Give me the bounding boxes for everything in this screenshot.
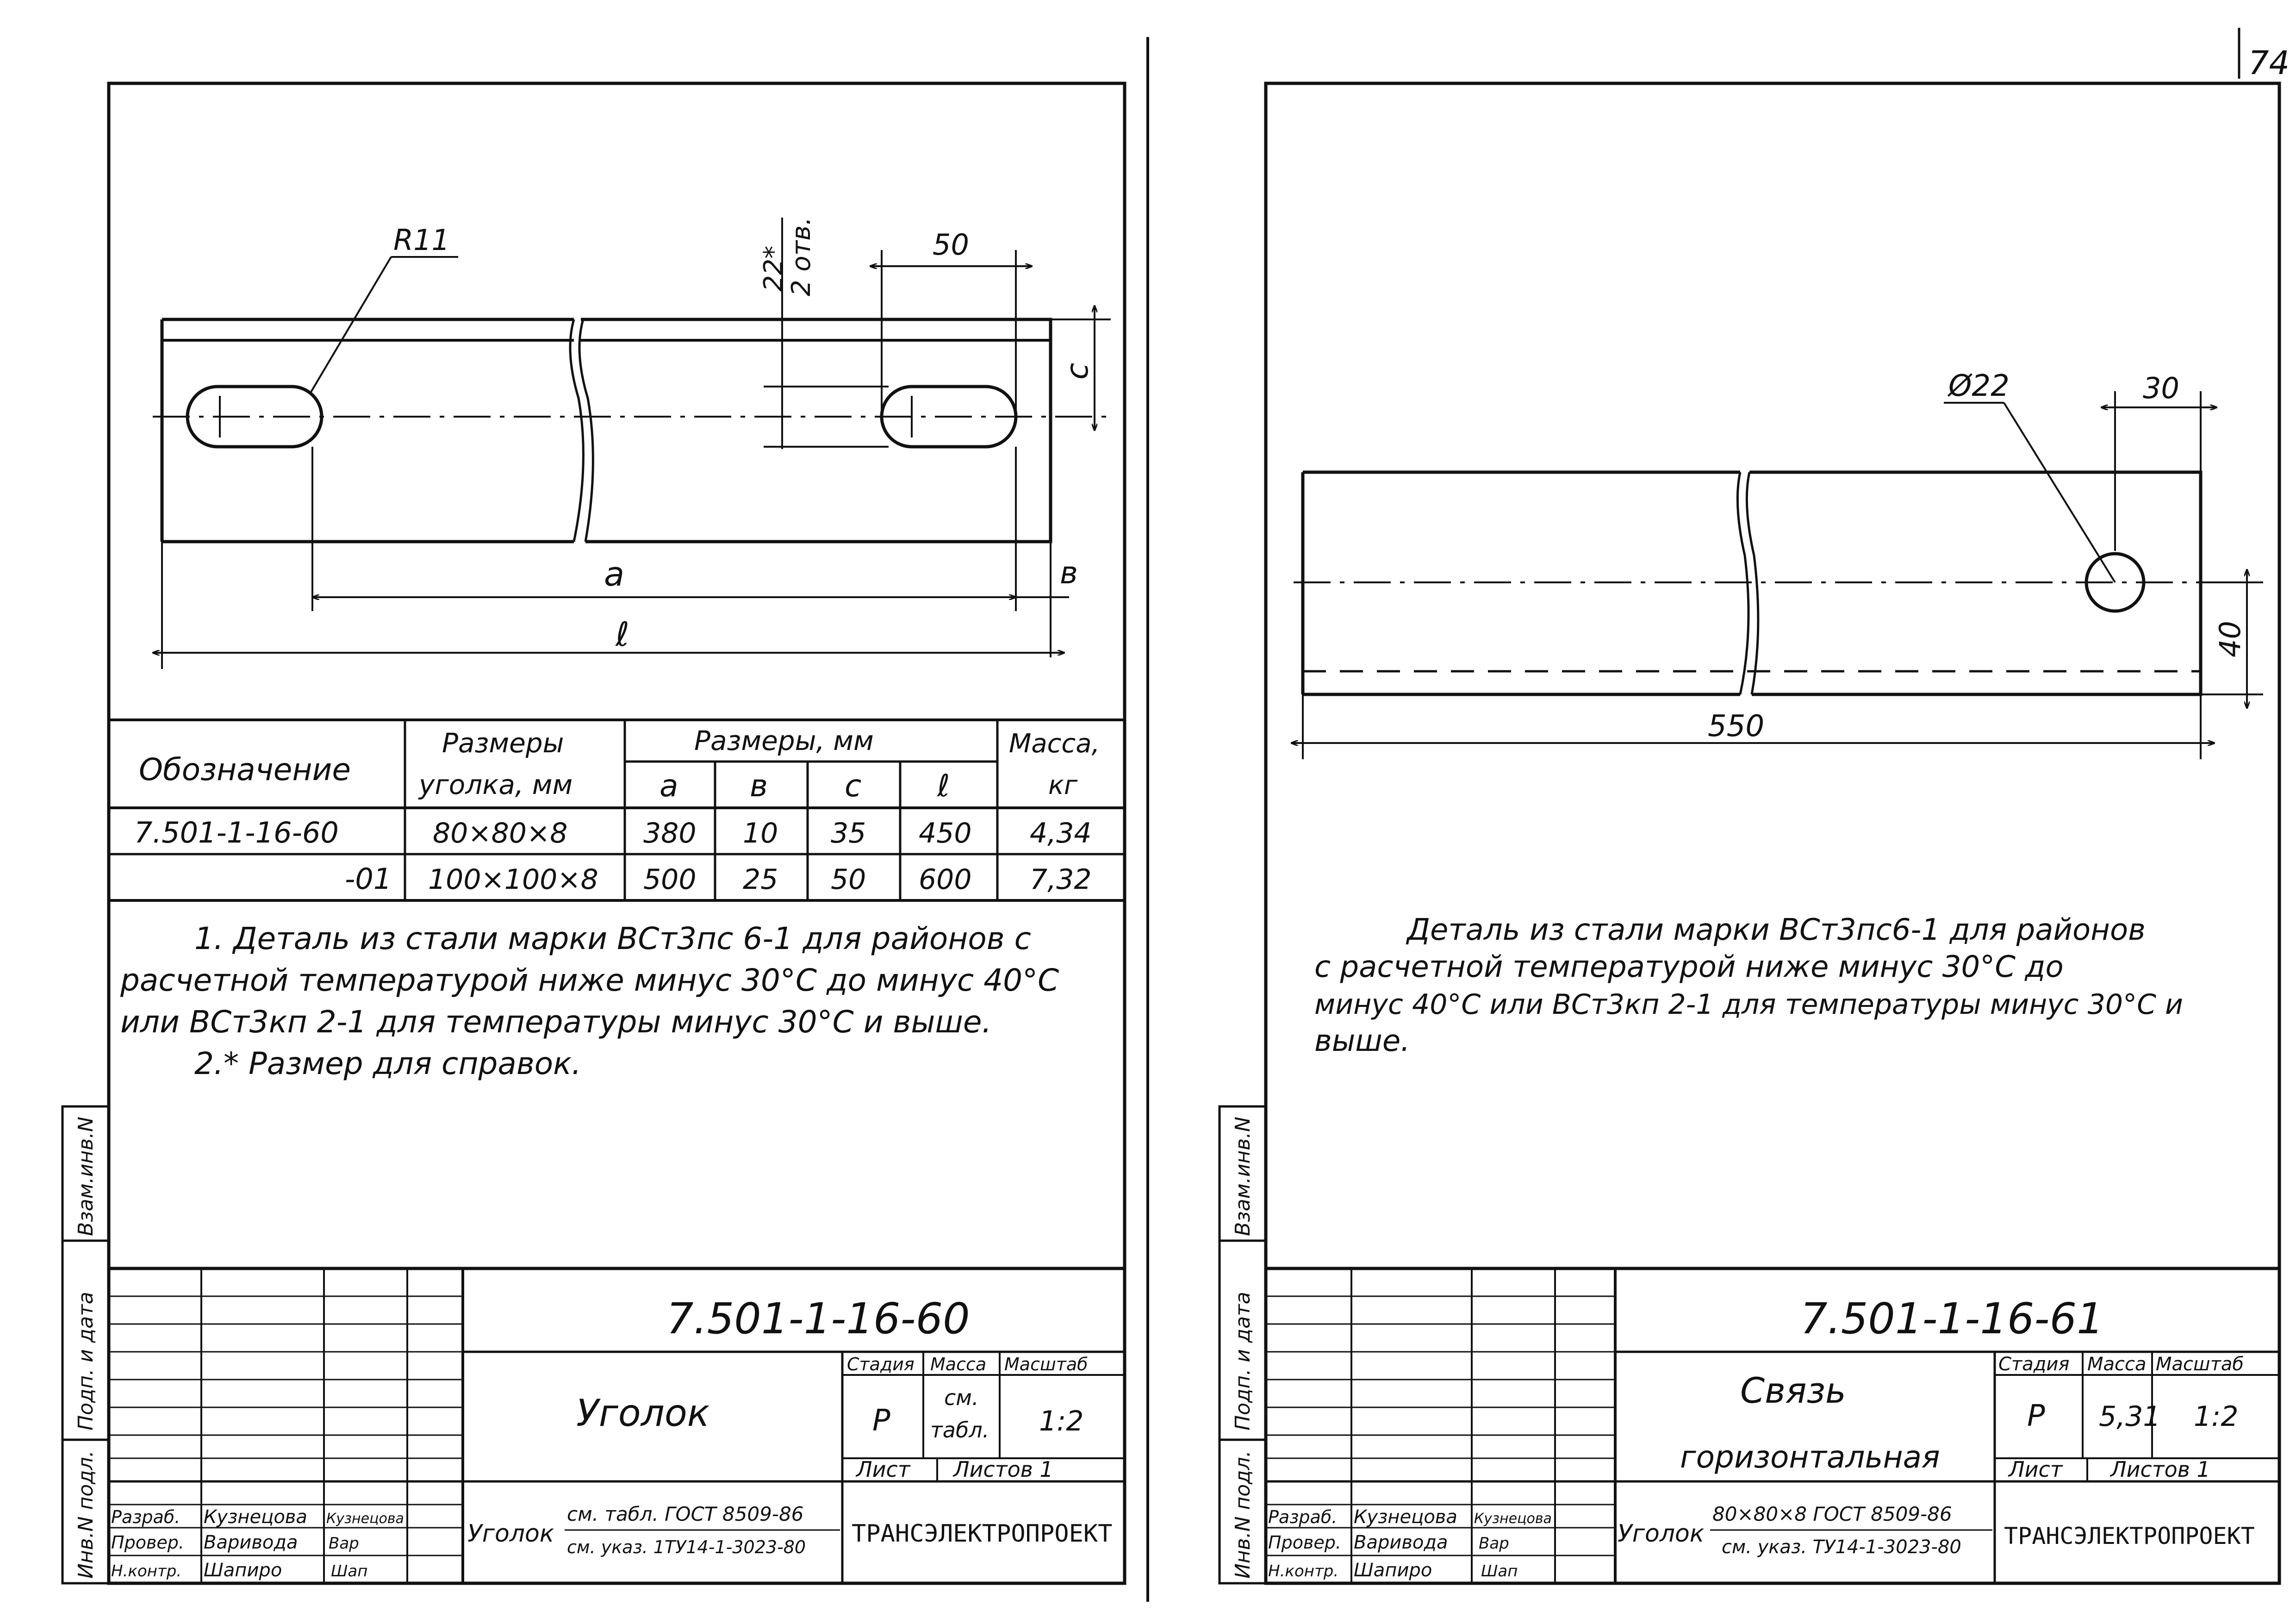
side-label-inv: Инв.N подл. <box>1231 1450 1255 1579</box>
col-b-header: в <box>750 768 768 804</box>
row-a: 500 <box>643 863 697 896</box>
note-line-1: Деталь из стали марки ВСт3пс6-1 для районов <box>1407 913 2146 947</box>
stage-value: Р <box>872 1404 890 1438</box>
role-developer: Разраб. <box>111 1507 180 1527</box>
dim-40: 40 <box>2213 621 2247 657</box>
row-c: 50 <box>831 863 866 896</box>
signature-developer: Кузнецова <box>1474 1511 1552 1527</box>
dim-c: c <box>1059 362 1095 380</box>
role-norm-control: Н.контр. <box>1268 1562 1339 1580</box>
col-size-header-2: уголка, мм <box>419 769 573 800</box>
mass-label: Масса <box>930 1354 987 1374</box>
doc-code: 7.501-1-16-61 <box>1800 1294 2104 1343</box>
signature-norm-control: Шап <box>331 1562 368 1580</box>
col-designation-header: Обозначение <box>139 752 351 787</box>
side-label-sign: Подп. и дата <box>74 1292 98 1430</box>
slot-note-size: 22* <box>759 245 789 292</box>
role-norm-control: Н.контр. <box>111 1562 182 1580</box>
side-label-inv: Инв.N подл. <box>74 1450 98 1579</box>
row-l: 600 <box>919 863 972 896</box>
scale-label: Масштаб <box>1004 1354 1088 1374</box>
dim-50: 50 <box>933 228 969 262</box>
table-row <box>134 816 1092 849</box>
name-checker: Варивода <box>1354 1532 1448 1553</box>
mass-value-2: табл. <box>930 1418 989 1443</box>
note-line-2: расчетной температурой ниже минус 30°С до минус 40°С <box>120 962 1059 998</box>
scale-value: 1:2 <box>2194 1400 2239 1433</box>
angle-detail-drawing <box>153 217 1111 669</box>
material-prefix: Уголок <box>467 1520 554 1548</box>
sheets-label: Листов 1 <box>953 1457 1053 1482</box>
row-size: 100×100×8 <box>428 863 598 896</box>
side-label-replace: Взам.инв.N <box>74 1117 98 1236</box>
material-line-2: см. указ. ТУ14-1-3023-80 <box>1722 1537 1961 1558</box>
dimensions-table <box>109 720 1125 900</box>
row-c: 35 <box>831 817 866 849</box>
note-line-2: с расчетной температурой ниже минус 30°С до <box>1314 950 2064 984</box>
col-mass-header-1: Масса, <box>1009 729 1100 759</box>
scale-value: 1:2 <box>1039 1405 1084 1437</box>
note-line-4: выше. <box>1314 1024 1410 1058</box>
signature-norm-control: Шап <box>1481 1562 1518 1580</box>
side-label-sign: Подп. и дата <box>1231 1292 1255 1430</box>
dim-a: a <box>604 555 625 593</box>
part-name-1: Связь <box>1740 1370 1846 1411</box>
row-designation: 7.501-1-16-60 <box>134 816 339 849</box>
name-developer: Кузнецова <box>1354 1506 1457 1528</box>
right-sheet <box>1220 83 2279 1583</box>
hole-diameter-label: Ø22 <box>1948 369 2010 403</box>
col-a-header: a <box>660 768 678 804</box>
bracing-detail-drawing <box>1291 369 2263 759</box>
left-sheet <box>62 83 1125 1583</box>
signature-developer: Кузнецова <box>326 1511 404 1527</box>
side-stamp <box>1220 1106 1266 1583</box>
notes <box>120 921 1059 1081</box>
slot-note-count: 2 отв. <box>786 217 816 296</box>
role-checker: Провер. <box>1268 1532 1341 1553</box>
page-number: 74 <box>2248 44 2290 82</box>
title-block <box>109 1268 1125 1583</box>
sheet-label: Лист <box>856 1457 910 1482</box>
material-prefix: Уголок <box>1618 1520 1705 1548</box>
row-b: 25 <box>743 863 778 896</box>
title-block <box>1266 1268 2279 1583</box>
sheet-label: Лист <box>2009 1457 2063 1482</box>
material-line-1: см. табл. ГОСТ 8509-86 <box>567 1503 804 1525</box>
name-norm-control: Шапиро <box>1354 1560 1432 1581</box>
row-mass: 7,32 <box>1030 863 1092 896</box>
row-designation: -01 <box>345 862 392 896</box>
stage-label: Стадия <box>847 1354 915 1374</box>
stage-value: Р <box>2027 1399 2045 1433</box>
row-mass: 4,34 <box>1030 817 1092 849</box>
dim-550: 550 <box>1708 709 1765 743</box>
dim-30: 30 <box>2143 371 2179 405</box>
name-checker: Варивода <box>204 1532 298 1553</box>
mass-value: 5,31 <box>2099 1400 2161 1433</box>
side-label-replace: Взам.инв.N <box>1231 1117 1255 1236</box>
col-c-header: c <box>845 768 862 804</box>
row-size: 80×80×8 <box>433 817 568 849</box>
mass-value-1: см. <box>944 1385 979 1410</box>
side-stamp <box>62 1106 109 1583</box>
organization: ТРАНСЭЛЕКТРОПРОЕКТ <box>2004 1523 2255 1549</box>
notes <box>1314 913 2183 1058</box>
note-line-1: 1. Деталь из стали марки ВСт3пс 6-1 для районов с <box>194 921 1031 956</box>
stage-label: Стадия <box>1998 1354 2070 1375</box>
mass-label: Масса <box>2087 1354 2147 1375</box>
col-dims-header: Размеры, мм <box>694 725 874 756</box>
sheets-label: Листов 1 <box>2110 1457 2210 1482</box>
dim-l: ℓ <box>616 615 629 654</box>
note-line-4: 2.* Размер для справок. <box>194 1046 581 1081</box>
role-checker: Провер. <box>111 1532 184 1553</box>
note-line-3: или ВСт3кп 2-1 для температуры минус 30°С и выше. <box>120 1004 992 1040</box>
table-row <box>345 862 1092 896</box>
organization: ТРАНСЭЛЕКТРОПРОЕКТ <box>852 1520 1113 1548</box>
radius-label: R11 <box>393 223 450 257</box>
role-developer: Разраб. <box>1268 1507 1338 1527</box>
col-mass-header-2: кг <box>1048 770 1078 800</box>
part-name-2: горизонтальная <box>1680 1439 1940 1475</box>
name-norm-control: Шапиро <box>204 1560 282 1581</box>
material-line-1: 80×80×8 ГОСТ 8509-86 <box>1712 1503 1952 1525</box>
row-b: 10 <box>743 817 778 849</box>
row-l: 450 <box>919 817 972 849</box>
name-developer: Кузнецова <box>204 1506 307 1528</box>
part-name: Уголок <box>576 1392 710 1435</box>
signature-checker: Вар <box>329 1534 359 1553</box>
col-l-header: ℓ <box>937 768 950 804</box>
row-a: 380 <box>643 817 697 849</box>
doc-code: 7.501-1-16-60 <box>666 1294 970 1343</box>
dim-b: в <box>1060 555 1078 591</box>
signature-checker: Вар <box>1479 1534 1509 1553</box>
scale-label: Масштаб <box>2156 1354 2244 1375</box>
col-size-header-1: Размеры <box>442 727 564 759</box>
material-line-2: см. указ. 1ТУ14-1-3023-80 <box>567 1537 806 1557</box>
note-line-3: минус 40°С или ВСт3кп 2-1 для температуры минус 30°С и <box>1314 988 2184 1021</box>
